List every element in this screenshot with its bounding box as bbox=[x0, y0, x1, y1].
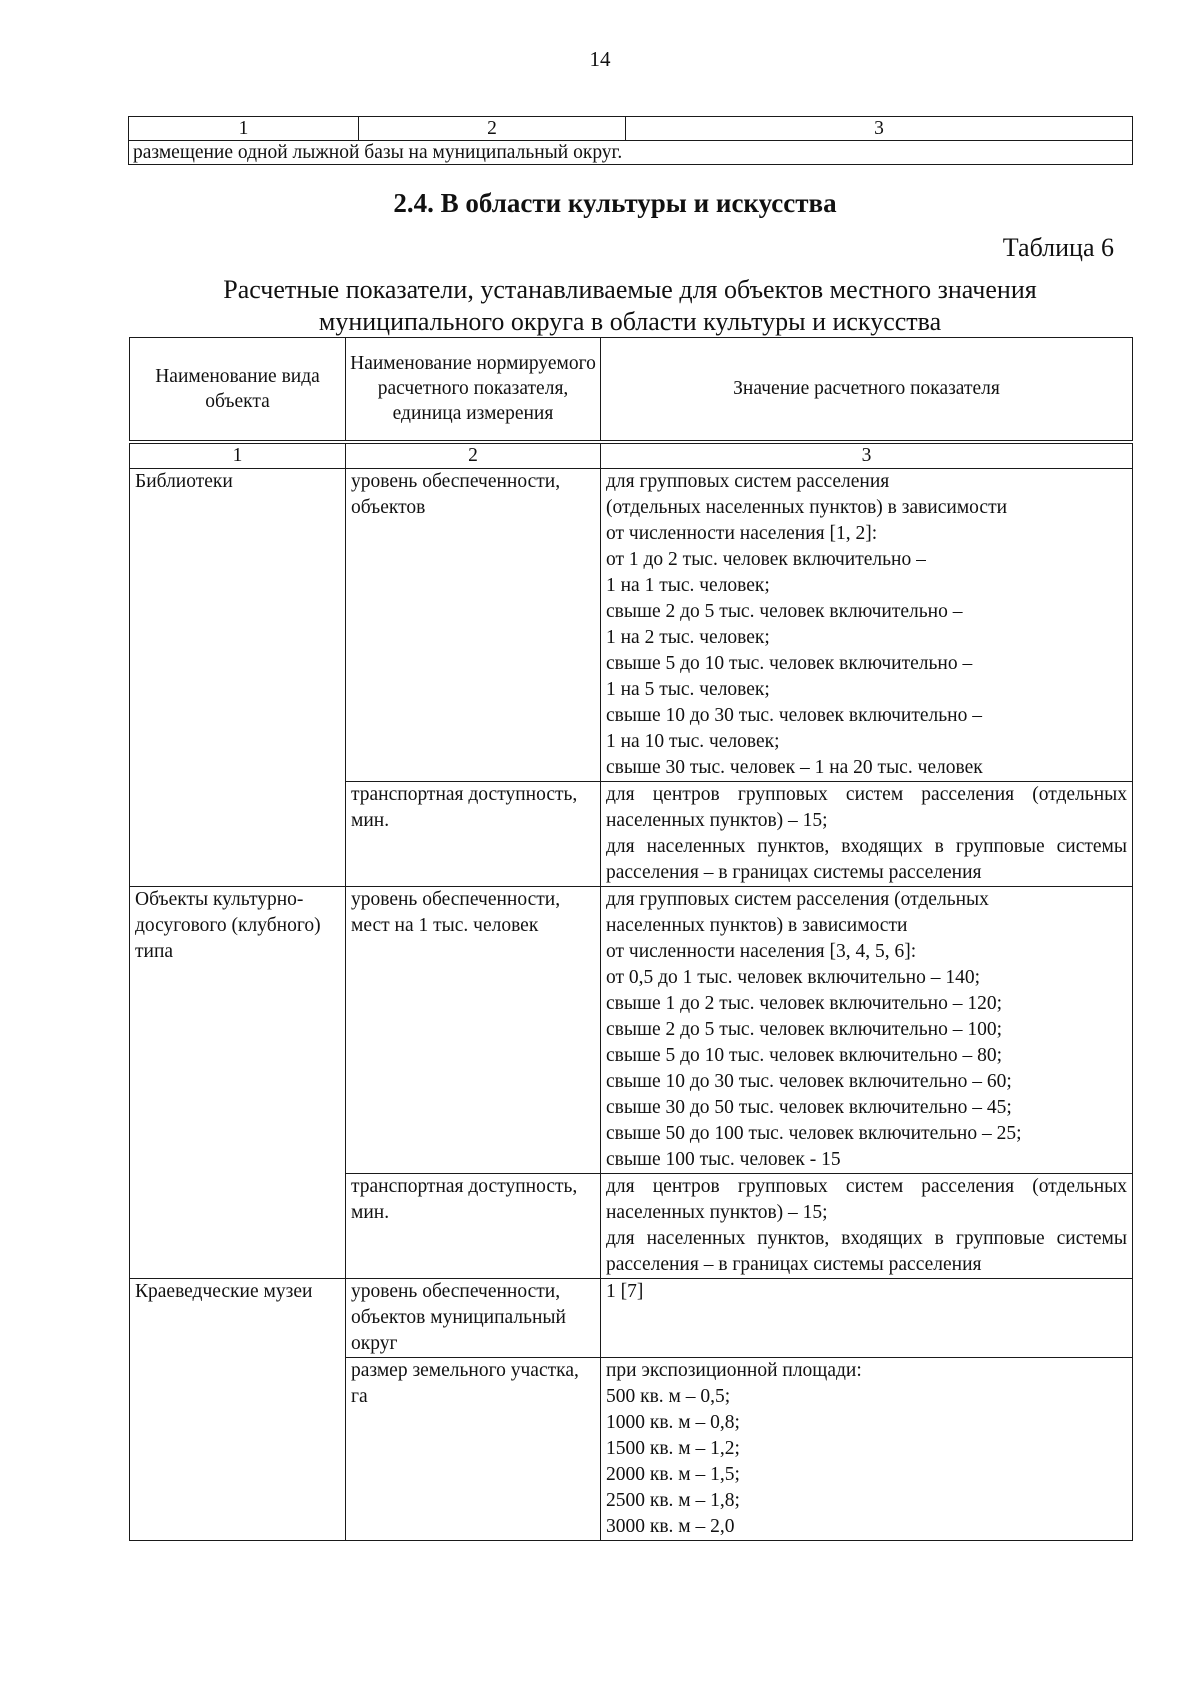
value-line: 1 на 1 тыс. человек; bbox=[606, 574, 770, 596]
value-cell bbox=[601, 1278, 1133, 1357]
section-title: 2.4. В области культуры и искусства bbox=[393, 188, 837, 218]
object-type-cell: Библиотеки bbox=[130, 468, 346, 886]
value-line: свыше 10 до 30 тыс. человек включительно – 60; bbox=[606, 1070, 1012, 1092]
value-line: 1000 кв. м – 0,8; bbox=[606, 1411, 740, 1433]
value-line: свыше 30 до 50 тыс. человек включительно – 45; bbox=[606, 1096, 1012, 1118]
table-body bbox=[130, 468, 1133, 1540]
value-line: 3000 кв. м – 2,0 bbox=[606, 1515, 735, 1537]
col-number-3: 3 bbox=[601, 442, 1133, 469]
value-line: от численности населения [1, 2]: bbox=[606, 522, 878, 544]
value-line: 500 кв. м – 0,5; bbox=[606, 1385, 731, 1407]
value-line: свыше 10 до 30 тыс. человек включительно – bbox=[606, 704, 982, 726]
value-line: 1 на 5 тыс. человек; bbox=[606, 678, 770, 700]
value-line: свыше 1 до 2 тыс. человек включительно – 120; bbox=[606, 992, 1003, 1014]
value-line: (отдельных населенных пунктов) в зависимости bbox=[606, 496, 1008, 518]
value-line: для населенных пунктов, входящих в групповые системы расселения – в границах системы расселения bbox=[606, 835, 1127, 883]
table-caption-line: Расчетные показатели, устанавливаемые для объектов местного значения bbox=[223, 275, 1037, 304]
continuation-number-row bbox=[129, 117, 1133, 141]
value-line: 2500 кв. м – 1,8; bbox=[606, 1489, 740, 1511]
table-caption-line: муниципального округа в области культуры и искусства bbox=[318, 307, 942, 336]
value-line: для центров групповых систем расселения (отдельных населенных пунктов) – 15; bbox=[606, 783, 1127, 831]
continuation-text: размещение одной лыжной базы на муниципальный округ. bbox=[129, 141, 1133, 165]
indicator-cell: уровень обеспеченности, объектов муниципальный округ bbox=[346, 1278, 601, 1357]
table-label: Таблица 6 bbox=[1002, 233, 1114, 262]
value-line: для групповых систем расселения (отдельных bbox=[606, 888, 989, 910]
value-line: свыше 5 до 10 тыс. человек включительно – bbox=[606, 652, 973, 674]
value-cell bbox=[601, 468, 1133, 781]
table-row bbox=[130, 886, 1133, 1173]
col-number-1: 1 bbox=[129, 117, 359, 141]
value-line: от численности населения [3, 4, 5, 6]: bbox=[606, 940, 917, 962]
table-row bbox=[130, 1278, 1133, 1357]
value-cell bbox=[601, 1357, 1133, 1540]
page-number: 14 bbox=[589, 47, 611, 71]
header-value: Значение расчетного показателя bbox=[601, 338, 1133, 442]
value-line: свыше 2 до 5 тыс. человек включительно – bbox=[606, 600, 963, 622]
value-line: свыше 5 до 10 тыс. человек включительно – 80; bbox=[606, 1044, 1003, 1066]
value-line: для населенных пунктов, входящих в групповые системы расселения – в границах системы расселения bbox=[606, 1227, 1127, 1275]
value-line: свыше 50 до 100 тыс. человек включительно – 25; bbox=[606, 1122, 1022, 1144]
value-line: свыше 100 тыс. человек - 15 bbox=[606, 1148, 841, 1170]
indicator-cell: транспортная доступность, мин. bbox=[346, 1173, 601, 1278]
object-type-cell: Краеведческие музеи bbox=[130, 1278, 346, 1540]
value-cell bbox=[601, 886, 1133, 1173]
value-line: от 1 до 2 тыс. человек включительно – bbox=[606, 548, 926, 570]
column-number-row bbox=[130, 442, 1133, 469]
value-line: для центров групповых систем расселения (отдельных населенных пунктов) – 15; bbox=[606, 1175, 1127, 1223]
indicator-cell: уровень обеспеченности, мест на 1 тыс. человек bbox=[346, 886, 601, 1173]
value-line: населенных пунктов) в зависимости bbox=[606, 914, 908, 936]
table-caption bbox=[130, 274, 1130, 338]
col-number-1: 1 bbox=[130, 442, 346, 469]
value-line: 1 на 10 тыс. человек; bbox=[606, 730, 780, 752]
indicator-cell: уровень обеспеченности, объектов bbox=[346, 468, 601, 781]
value-line: от 0,5 до 1 тыс. человек включительно – 140; bbox=[606, 966, 981, 988]
header-object-type: Наименование вида объекта bbox=[130, 338, 346, 442]
value-line: 1500 кв. м – 1,2; bbox=[606, 1437, 740, 1459]
indicator-cell: транспортная доступность, мин. bbox=[346, 781, 601, 886]
value-cell bbox=[601, 1173, 1133, 1278]
header-row bbox=[130, 338, 1133, 442]
main-table bbox=[129, 337, 1133, 1541]
value-cell bbox=[601, 781, 1133, 886]
value-line: при экспозиционной площади: bbox=[606, 1359, 862, 1381]
continuation-table bbox=[128, 116, 1133, 165]
indicator-cell: размер земельного участка, га bbox=[346, 1357, 601, 1540]
value-line: для групповых систем расселения bbox=[606, 470, 890, 492]
col-number-3: 3 bbox=[626, 117, 1133, 141]
continuation-text-row bbox=[129, 141, 1133, 165]
value-line: 2000 кв. м – 1,5; bbox=[606, 1463, 740, 1485]
value-line: свыше 2 до 5 тыс. человек включительно – 100; bbox=[606, 1018, 1003, 1040]
col-number-2: 2 bbox=[359, 117, 626, 141]
value-line: 1 на 2 тыс. человек; bbox=[606, 626, 770, 648]
col-number-2: 2 bbox=[346, 442, 601, 469]
table-row bbox=[130, 468, 1133, 781]
object-type-cell: Объекты культурно-досугового (клубного) типа bbox=[130, 886, 346, 1278]
header-indicator: Наименование нормируемого расчетного показателя, единица измерения bbox=[346, 338, 601, 442]
value-line: 1 [7] bbox=[606, 1280, 644, 1302]
value-line: свыше 30 тыс. человек – 1 на 20 тыс. человек bbox=[606, 756, 983, 778]
